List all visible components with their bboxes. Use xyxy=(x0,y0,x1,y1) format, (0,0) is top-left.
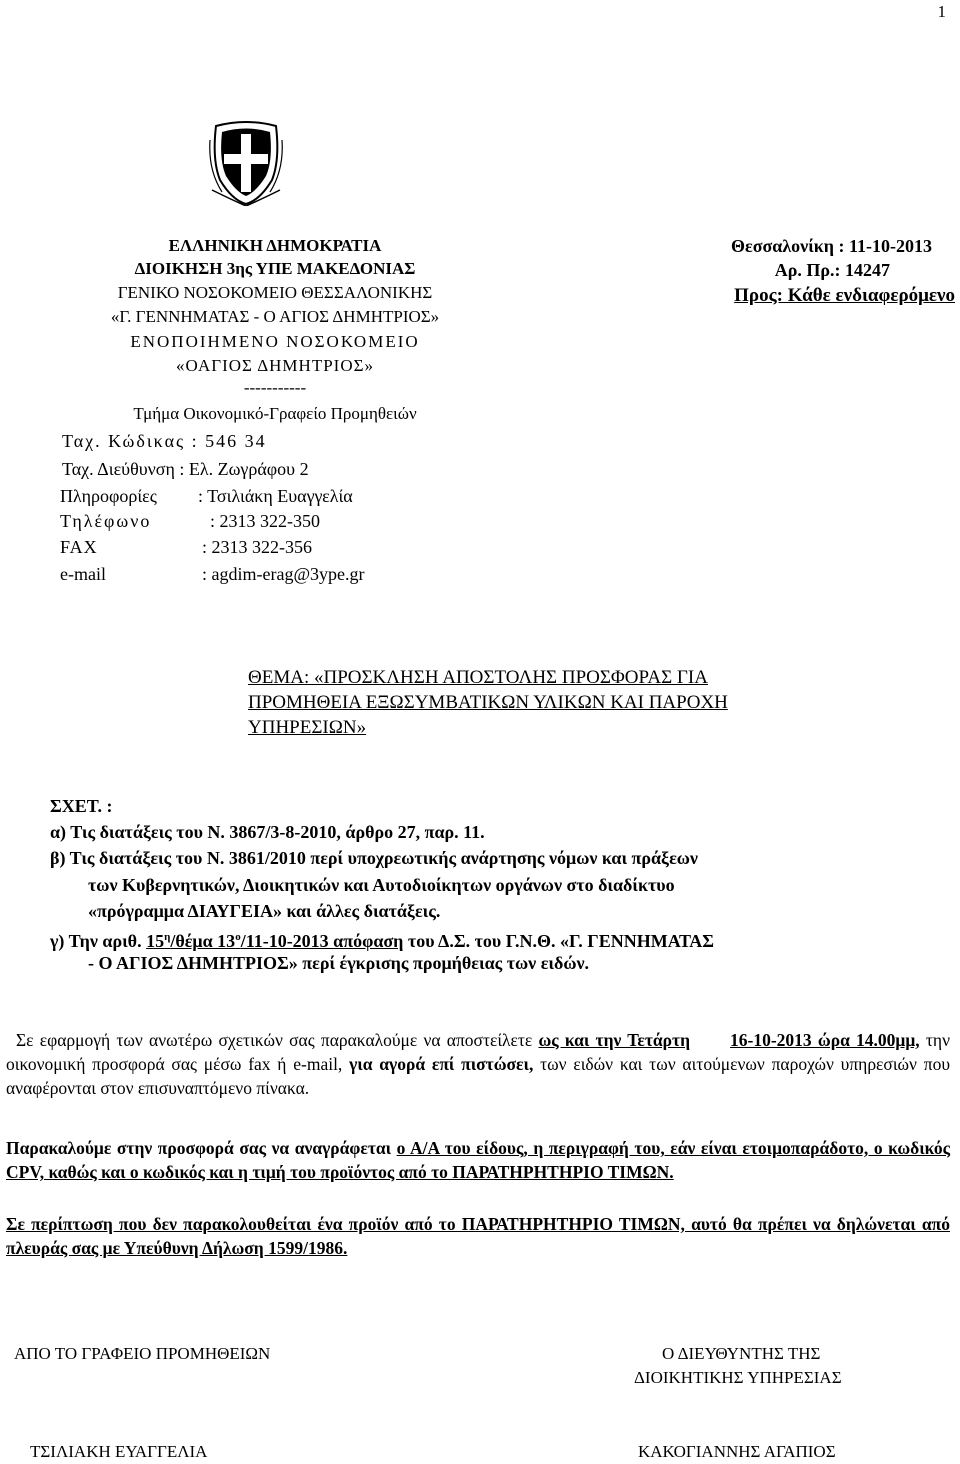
reference-a: α) Τις διατάξεις του Ν. 3867/3-8-2010, άρθρο 27, παρ. 11. xyxy=(50,822,485,842)
header-line-republic: ΕΛΛΗΝΙΚΗ ΔΗΜΟΚΡΑΤΙΑ xyxy=(168,236,382,255)
subject-line-1: ΘΕΜΑ: «ΠΡΟΣΚΛΗΣΗ ΑΠΟΣΤΟΛΗΣ ΠΡΟΣΦΟΡΑΣ ΓΙΑ xyxy=(248,667,708,688)
paragraph-declaration: Σε περίπτωση που δεν παρακολουθείται ένα προϊόν από το ΠΑΡΑΤΗΡΗΤΗΡΙΟ ΤΙΜΩΝ, αυτό θα πρέπει να δηλώνεται από πλευράς σας με Υπεύθυνη Δήλωση 1599/1986. xyxy=(6,1214,950,1258)
phone-value: : 2313 322-350 xyxy=(210,511,320,531)
phone-label: Τηλέφωνο xyxy=(60,511,152,531)
reference-b-line-3: «πρόγραμμα ΔΙΑΥΓΕΙΑ» και άλλες διατάξεις. xyxy=(88,901,441,921)
reference-c-suffix: του Δ.Σ. του Γ.Ν.Θ. «Γ. ΓΕΝΝΗΜΑΤΑΣ xyxy=(403,931,714,951)
page-number: 1 xyxy=(937,2,946,21)
info-label: Πληροφορίες xyxy=(60,486,157,506)
reference-b-line-2: των Κυβερνητικών, Διοικητικών και Αυτοδιοίκητων οργάνων στο διαδίκτυο xyxy=(88,875,675,895)
fax-value: : 2313 322-356 xyxy=(202,537,312,557)
header-line-department: Τμήμα Οικονομικό-Γραφείο Προμηθειών xyxy=(133,404,417,423)
reference-b-line-1: β) Τις διατάξεις του Ν. 3861/2010 περί υποχρεωτικής ανάρτησης νόμων και πράξεων xyxy=(50,848,698,868)
address: Ταχ. Διεύθυνση : Ελ. Ζωγράφου 2 xyxy=(62,459,309,479)
right-signature-name: ΚΑΚΟΓΙΑΝΝΗΣ ΑΓΑΠΙΟΣ xyxy=(638,1442,836,1461)
subject-line-2: ΠΡΟΜΗΘΕΙΑ ΕΞΩΣΥΜΒΑΤΙΚΩΝ ΥΛΙΚΩΝ ΚΑΙ ΠΑΡΟΧΗ xyxy=(248,692,728,713)
reference-c-line-1 xyxy=(50,925,714,953)
header-line-hospital-name: «Γ. ΓΕΝΝΗΜΑΤΑΣ - Ο ΑΓΙΟΣ ΔΗΜΗΤΡΙΟΣ» xyxy=(110,307,440,326)
greek-coat-of-arms-icon xyxy=(208,120,284,206)
paragraph-request: Σε εφαρμογή των ανωτέρω σχετικών σας παρακαλούμε να αποστείλετε ως και την Τετάρτη 16-10-2013 ώρα 14.00μμ, την οικονομική προσφορά σας μέσω fax ή e-mail, για αγορά επί πιστώσει, των ειδών και των αιτούμενων παροχών υπηρεσιών που αναφέρονται στον επισυναπτόμενο πίνακα. xyxy=(6,1030,950,1098)
reference-c-decision: $15^\eta$/θέμα $13^o/11-10-2013$ απόφαση xyxy=(146,931,404,951)
info-value: : Τσιλιάκη Ευαγγελία xyxy=(198,486,353,506)
reference-c-prefix: γ) Την αριθ. xyxy=(50,931,147,951)
references-title: ΣΧΕΤ. : xyxy=(50,796,113,816)
header-line-separator: ----------- xyxy=(243,378,307,397)
paragraph-requirements: Παρακαλούμε στην προσφορά σας να αναγράφεται ο Α/Α του είδους, η περιγραφή του, εάν είναι ετοιμοπαράδοτο, ο κωδικός CPV, καθώς και ο κωδικός και η τιμή του προϊόντος από το ΠΑΡΑΤΗΡΗΤΗΡΙΟ ΤΙΜΩΝ. xyxy=(6,1138,950,1182)
reference-c-line-2: - Ο ΑΓΙΟΣ ΔΗΜΗΤΡΙΟΣ» περί έγκρισης προμήθειας των ειδών. xyxy=(88,953,590,973)
date-line: Θεσσαλονίκη : 11-10-2013 xyxy=(731,236,932,256)
subject-line-3: ΥΠΗΡΕΣΙΩΝ» xyxy=(248,717,367,738)
header-line-saint: «ΟΑΓΙΟΣ ΔΗΜΗΤΡΙΟΣ» xyxy=(176,356,374,375)
header-line-administration: ΔΙΟΙΚΗΣΗ 3ης ΥΠΕ ΜΑΚΕΔΟΝΙΑΣ xyxy=(134,259,416,278)
protocol-line: Αρ. Πρ.: 14247 xyxy=(774,260,890,280)
recipient-line: Προς: Κάθε ενδιαφερόμενο xyxy=(734,285,955,306)
left-signature-name: ΤΣΙΛΙΑΚΗ ΕΥΑΓΓΕΛΙΑ xyxy=(30,1442,208,1461)
subject-block xyxy=(248,665,908,740)
email-label: e-mail xyxy=(60,564,106,584)
email-value: : agdim-erag@3ype.gr xyxy=(202,564,365,584)
right-signature-title-2: ΔΙΟΙΚΗΤΙΚΗΣ ΥΠΗΡΕΣΙΑΣ xyxy=(634,1368,842,1387)
right-signature-title-1: Ο ΔΙΕΥΘΥΝΤΗΣ ΤΗΣ xyxy=(662,1344,821,1363)
header-line-hospital: ΓΕΝΙΚΟ ΝΟΣΟΚΟΜΕΙΟ ΘΕΣΣΑΛΟΝΙΚΗΣ xyxy=(117,283,433,302)
header-line-unified: ΕΝΟΠΟΙΗΜΕΝΟ ΝΟΣΟΚΟΜΕΙΟ xyxy=(130,332,420,351)
fax-label: FAX xyxy=(60,537,98,557)
postcode: Ταχ. Κώδικας : 546 34 xyxy=(62,431,267,451)
left-signature-title: ΑΠΟ ΤΟ ΓΡΑΦΕΙΟ ΠΡΟΜΗΘΕΙΩΝ xyxy=(14,1344,271,1363)
